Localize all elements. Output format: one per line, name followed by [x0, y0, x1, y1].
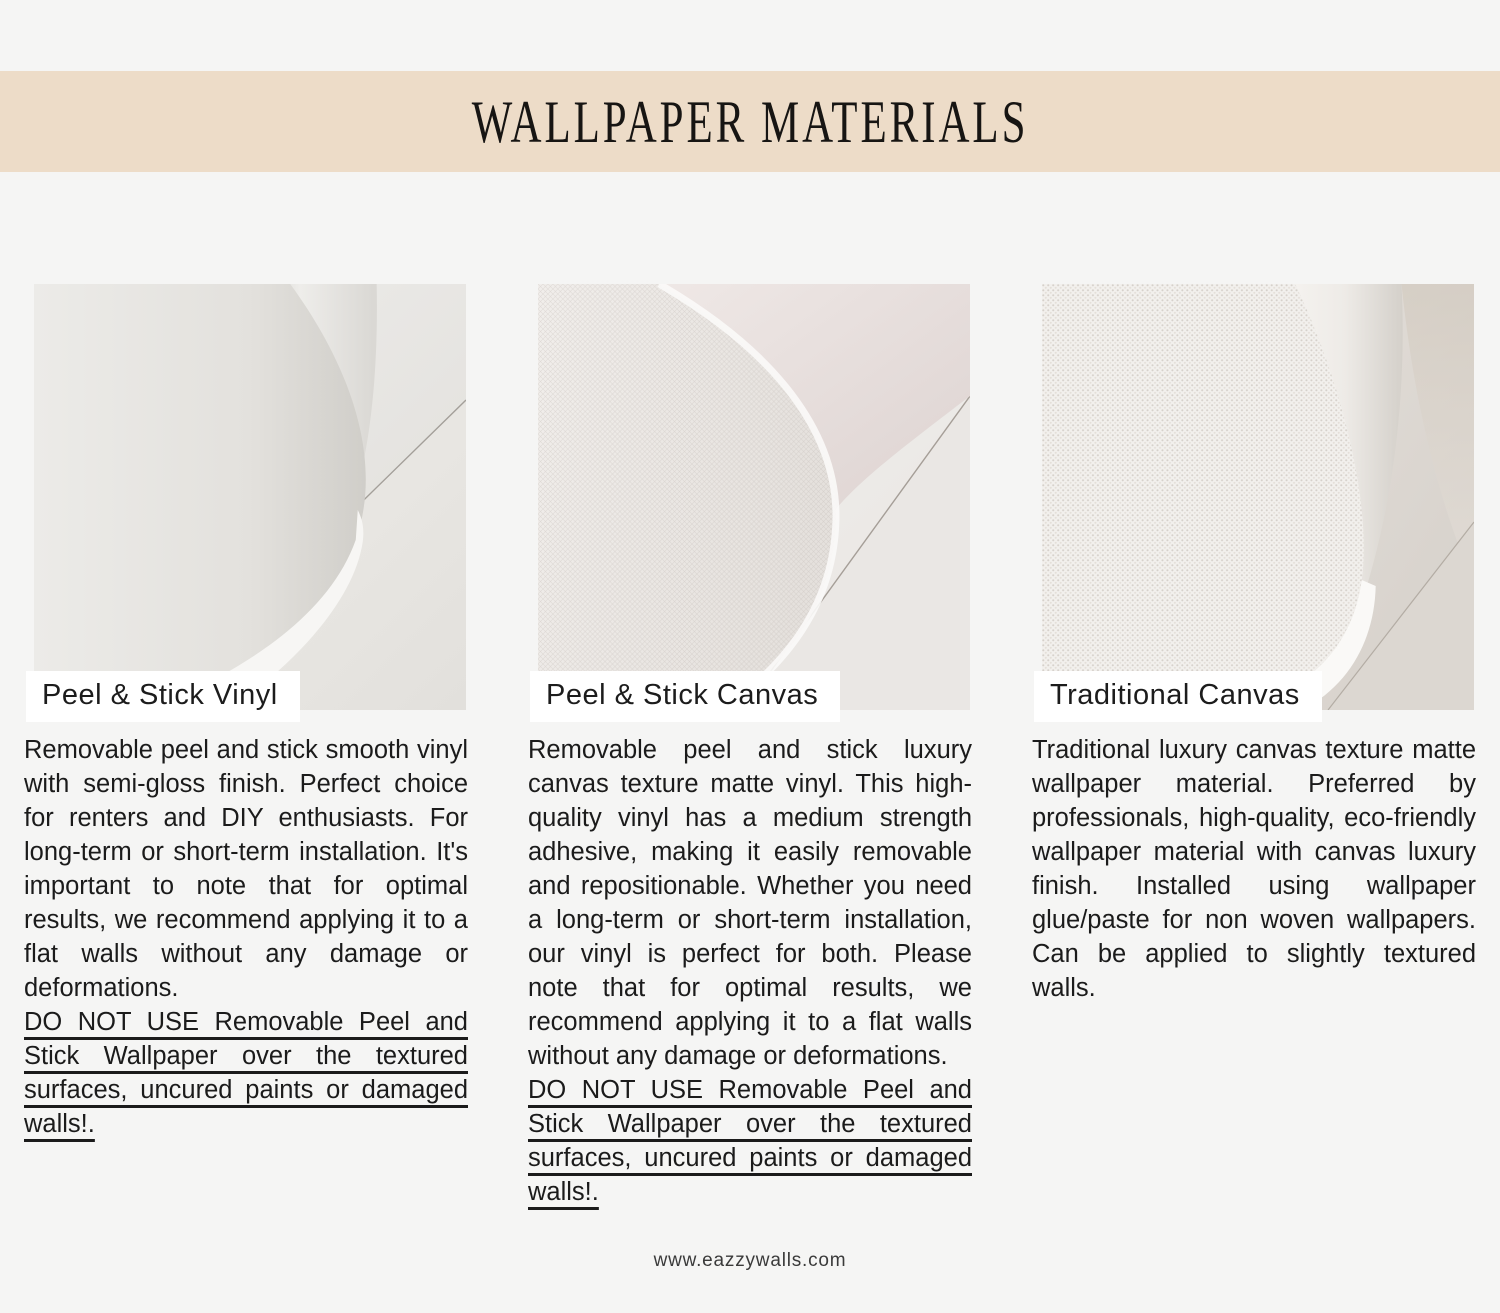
material-card-peel-stick-canvas [528, 284, 972, 1209]
material-card-traditional-canvas [1032, 284, 1476, 1209]
material-card-peel-stick-vinyl [24, 284, 468, 1209]
material-warning: DO NOT USE Removable Peel and Stick Wallpaper over the textured surfaces, uncured paints or damaged walls!. [24, 1008, 468, 1138]
canvas-vinyl-photo [538, 284, 970, 710]
material-label: Peel & Stick Vinyl [42, 679, 278, 711]
material-warning: DO NOT USE Removable Peel and Stick Wallpaper over the textured surfaces, uncured paints or damaged walls!. [528, 1076, 972, 1206]
header-band [0, 71, 1500, 172]
smooth-vinyl-photo [34, 284, 466, 710]
material-description: Removable peel and stick smooth vinyl with semi-gloss finish. Perfect choice for renters and DIY enthusiasts. For long-term or short-term installation. It's important to note that for optimal results, we recommend applying it to a flat walls without any damage or deformations. [24, 736, 468, 1002]
material-label: Peel & Stick Canvas [546, 679, 819, 711]
material-label-badge [530, 671, 840, 722]
materials-row [0, 284, 1500, 1209]
traditional-canvas-photo [1042, 284, 1474, 710]
material-description: Removable peel and stick luxury canvas texture matte vinyl. This high-quality vinyl has a medium strength adhesive, making it easily removable and repositionable. Whether you need a long-term or short-term installation, our vinyl is perfect for both. Please note that for optimal results, we recommend applying it to a flat walls without any damage or deformations. [528, 736, 972, 1070]
website-url: www.eazzywalls.com [653, 1250, 847, 1271]
material-description: Traditional luxury canvas texture matte wallpaper material. Preferred by professionals, high-quality, eco-friendly wallpaper material with canvas luxury finish. Installed using wallpaper glue/paste for non woven wallpapers. Can be applied to slightly textured walls. [1032, 736, 1476, 1002]
material-label: Traditional Canvas [1050, 679, 1300, 711]
material-label-badge [1034, 671, 1322, 722]
page-title: WALLPAPER MATERIALS [471, 87, 1029, 156]
material-label-badge [26, 671, 300, 722]
